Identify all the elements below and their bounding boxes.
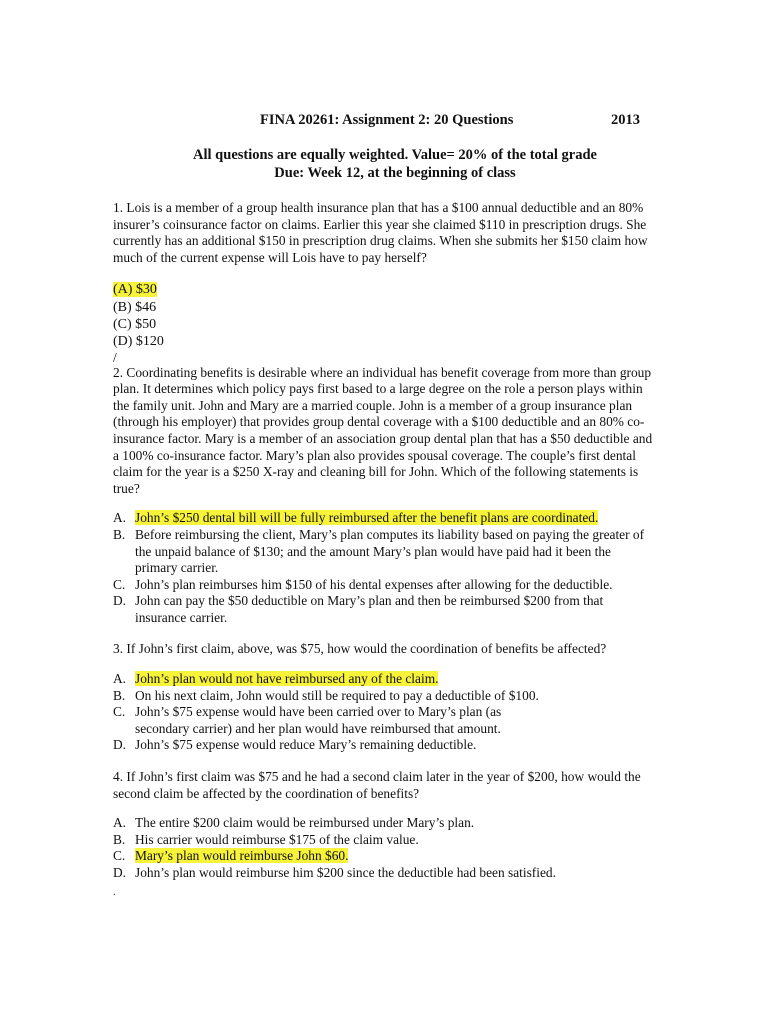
question-1 (113, 200, 653, 365)
assignment-year: 2013 (611, 112, 640, 128)
option-text: John’s $75 expense would reduce Mary’s remaining deductible. (135, 737, 477, 753)
answer-option (113, 865, 653, 882)
option-text: John’s $250 dental bill will be fully reimbursed after the benefit plans are coordinated. (135, 510, 599, 526)
answer-highlight: (A) $30 (113, 282, 157, 298)
answer-option (113, 815, 653, 832)
option-letter: B. (113, 526, 126, 542)
questions-section (113, 200, 653, 908)
answer-option (113, 671, 653, 688)
option-letter: A. (113, 510, 127, 526)
assignment-title: FINA 20261: Assignment 2: 20 Questions (260, 112, 514, 128)
question-2 (113, 365, 653, 627)
option-text: John’s $75 expense would have been carried over to Mary’s plan (as secondary carrier) and her plan would have reimbursed that amount. (135, 704, 502, 736)
question-3 (113, 641, 653, 754)
answer-option (113, 688, 653, 705)
option-letter: C. (113, 576, 126, 592)
answer-option (113, 848, 653, 865)
option-text: On his next claim, John would still be required to pay a deductible of $100. (135, 687, 539, 703)
question-text: 2. Coordinating benefits is desirable where an individual has benefit coverage from more than group plan. It determines which policy pays first based to a large degree on the role a person plays within the family unit. John and Mary are a married couple. John is a member of a group insurance plan (through his employer) that provides group dental coverage with a $100 deductible and an 80% co-insurance factor. Mary is a member of an association group dental plan that has a $50 deductible and a 100% co-insurance factor. Mary’s plan also provides spousal coverage. The couple’s first dental claim for the year is a $250 X-ray and cleaning bill for John. Which of the following statements is true? (113, 364, 653, 496)
option-text: Before reimbursing the client, Mary’s plan computes its liability based on paying the greater of the unpaid balance of $130; and the amount Mary’s plan would have paid had it been the primary carrier. (135, 526, 645, 576)
stray-mark: . (113, 886, 116, 898)
option-text: John’s plan would not have reimbursed any of the claim. (135, 671, 439, 687)
answer-option: (D) $120 (113, 334, 164, 350)
option-letter: C. (113, 848, 126, 864)
answer-option (113, 593, 653, 626)
answer-option: (C) $50 (113, 316, 157, 332)
answer-options (113, 510, 653, 626)
answer-options (113, 281, 653, 350)
option-text: The entire $200 claim would be reimbursed under Mary’s plan. (135, 815, 475, 831)
option-letter: D. (113, 737, 127, 753)
option-text: John’s plan reimburses him $150 of his dental expenses after allowing for the deductible. (135, 576, 613, 592)
question-text: 4. If John’s first claim was $75 and he had a second claim later in the year of $200, how would the second claim be affected by the coordination of benefits? (113, 769, 641, 801)
option-letter: B. (113, 687, 126, 703)
option-letter: A. (113, 671, 127, 687)
stray-mark: / (113, 349, 117, 365)
answer-option (113, 737, 653, 754)
answer-option (113, 577, 653, 594)
question-text: 1. Lois is a member of a group health insurance plan that has a $100 annual deductible and an 80% insurer’s coinsurance factor on claims. Earlier this year she claimed $110 in prescription drugs. She currently has an additional $150 in prescription drug claims. When she submits her $150 claim how much of the current expense will Lois have to pay herself? (113, 200, 648, 265)
answer-option (113, 281, 653, 298)
due-date: Due: Week 12, at the beginning of class (274, 165, 516, 181)
question-4 (113, 769, 653, 898)
option-letter: C. (113, 704, 126, 720)
weighting-note: All questions are equally weighted. Value= 20% of the total grade (193, 147, 597, 163)
option-letter: D. (113, 593, 127, 609)
answer-option (113, 510, 653, 527)
option-letter: A. (113, 815, 127, 831)
question-text: 3. If John’s first claim, above, was $75, how would the coordination of benefits be affected? (113, 641, 607, 657)
option-letter: B. (113, 831, 126, 847)
option-letter: D. (113, 865, 127, 880)
assignment-title-line (260, 112, 640, 129)
answer-option (113, 832, 653, 849)
answer-options (113, 815, 653, 881)
answer-options (113, 671, 653, 754)
option-text: Mary’s plan would reimburse John $60. (135, 848, 349, 864)
answer-option (113, 527, 653, 577)
answer-option (113, 704, 653, 737)
option-text: John can pay the $50 deductible on Mary’s plan and then be reimbursed $200 from that insurance carrier. (135, 593, 604, 625)
answer-option: (B) $46 (113, 299, 157, 315)
option-text: John’s plan would reimburse him $200 since the deductible had been satisfied. (135, 865, 556, 880)
option-text: His carrier would reimburse $175 of the claim value. (135, 831, 419, 847)
